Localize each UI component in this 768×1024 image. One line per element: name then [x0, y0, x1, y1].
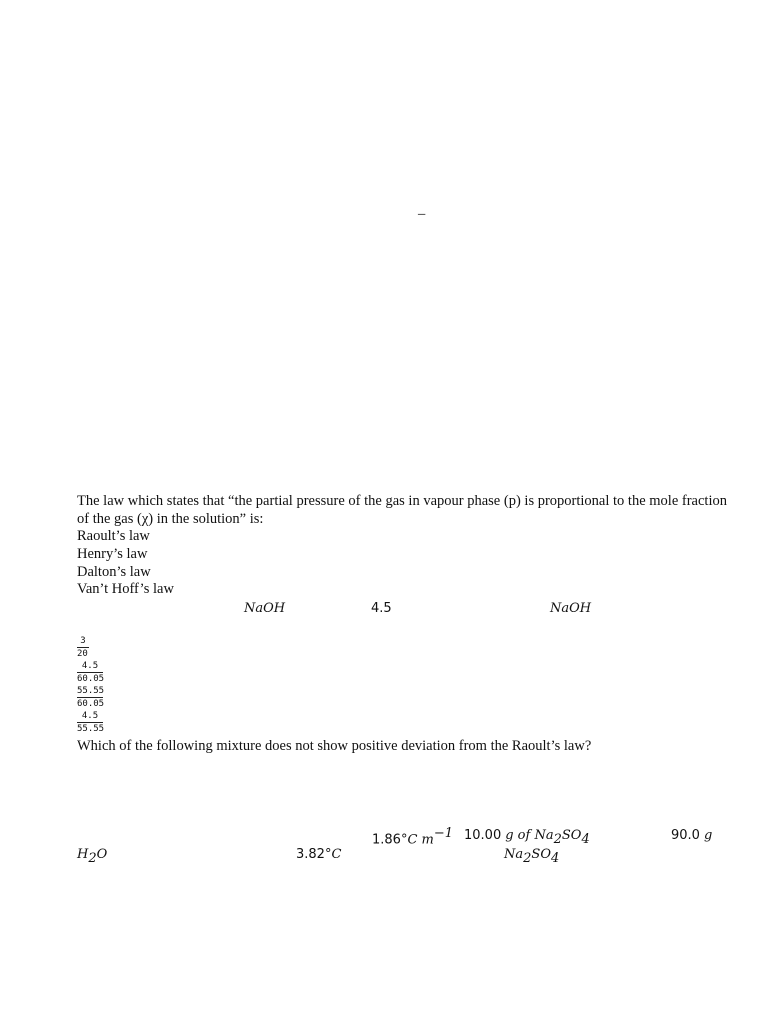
fraction-bar — [77, 647, 89, 648]
mass-sub-4: 4 — [581, 832, 590, 848]
kf-unit: C m — [407, 832, 434, 848]
kf-value: 1.86° — [372, 832, 408, 848]
q1-option-2: Henry’s law — [77, 546, 148, 562]
fraction-numerator: 4.5 — [81, 661, 99, 671]
salt-sub-4: 4 — [551, 851, 560, 867]
q4-depression — [296, 845, 341, 863]
fraction-denominator: 55.55 — [77, 724, 105, 734]
salt-so: SO — [531, 847, 551, 862]
water-mass-value: 90.0 — [671, 828, 700, 843]
fraction-numerator: 55.55 — [77, 686, 105, 696]
mass-so: SO — [561, 828, 582, 843]
q1-option-1: Raoult’s law — [77, 528, 150, 544]
salt-na: Na — [504, 847, 524, 862]
fraction-bar — [77, 672, 103, 673]
mass-value: 10.00 — [464, 828, 502, 843]
stray-dash: – — [418, 206, 426, 222]
fraction-bar — [77, 697, 103, 698]
mass-sub-2: 2 — [553, 832, 562, 848]
fraction-bar — [77, 722, 103, 723]
water-o: O — [96, 847, 108, 862]
q4-kf — [372, 826, 453, 848]
fraction-denominator: 60.05 — [77, 674, 105, 684]
q1-option-4: Van’t Hoff’s law — [77, 581, 174, 597]
q1-option-3: Dalton’s law — [77, 564, 151, 580]
q4-solute-mass — [464, 826, 590, 847]
question-1-stem: The law which states that “the partial pressure of the gas in vapour phase (p) is proportional to the mole fraction of the gas (χ) in the solution” is: — [77, 493, 727, 527]
q2-naoh-2: NaOH — [550, 601, 592, 616]
depression-value: 3.82° — [296, 847, 332, 862]
mass-text: g of Na — [505, 828, 554, 843]
q2-value: 4.5 — [371, 601, 392, 616]
water-h: H — [77, 847, 89, 862]
depression-unit: C — [331, 847, 342, 862]
fraction-numerator: 3 — [80, 636, 86, 646]
q2-naoh-1: NaOH — [244, 601, 286, 616]
q4-salt-formula — [504, 845, 559, 866]
fraction-option-4 — [77, 711, 107, 734]
fraction-option-3 — [77, 686, 107, 709]
salt-sub-2: 2 — [523, 851, 532, 867]
kf-exponent: −1 — [433, 826, 454, 841]
fraction-option-1 — [77, 636, 103, 659]
water-sub: 2 — [88, 851, 97, 867]
q4-water-mass — [671, 826, 712, 844]
fraction-numerator: 4.5 — [81, 711, 99, 721]
fraction-denominator: 20 — [77, 649, 88, 659]
fraction-denominator: 60.05 — [77, 699, 105, 709]
q4-water-formula — [77, 845, 107, 866]
fraction-option-2 — [77, 661, 107, 684]
water-mass-unit: g — [703, 828, 713, 843]
question-3-stem: Which of the following mixture does not show positive deviation from the Raoult’s law? — [77, 738, 592, 754]
